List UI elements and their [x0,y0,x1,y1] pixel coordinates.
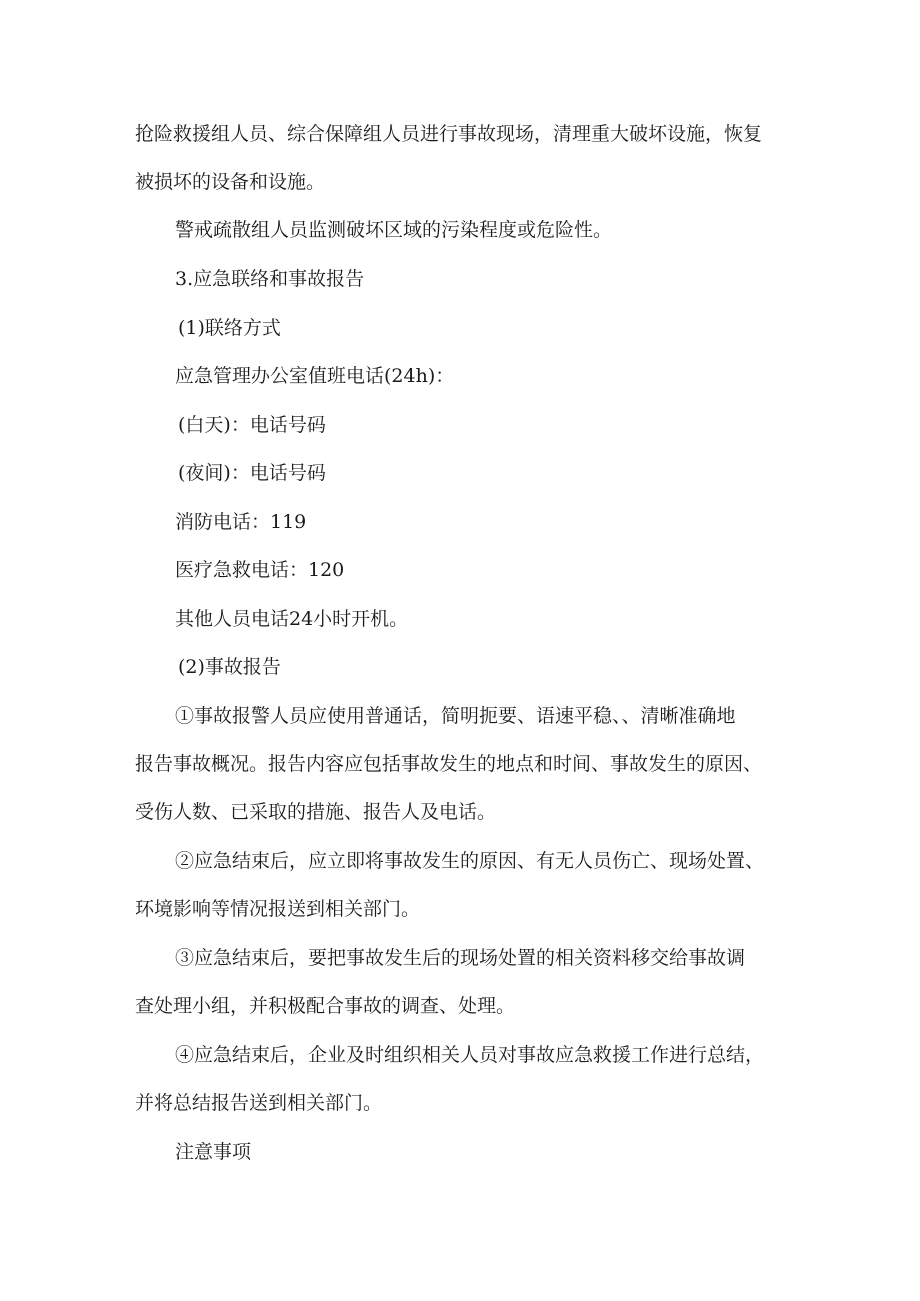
paragraph-line: 抢险救援组人员、综合保障组人员进行事故现场，清理重大破坏设施，恢复 [135,123,763,145]
paragraph-line: 查处理小组，并积极配合事故的调查、处理。 [135,995,516,1017]
paragraph-line: 受伤人数、已采取的措施、报告人及电话。 [135,801,497,823]
paragraph-line: ③应急结束后，要把事故发生后的现场处置的相关资料移交给事故调 [175,947,746,969]
paragraph-line: 环境影响等情况报送到相关部门。 [135,898,421,920]
subsection-heading: (2)事故报告 [178,656,281,678]
section-heading: 3.应急联络和事故报告 [175,268,365,290]
paragraph-line: 报告事故概况。报告内容应包括事故发生的地点和时间、事故发生的原因、 [135,753,763,775]
contact-line: (夜间)：电话号码 [178,462,326,484]
subsection-heading: (1)联络方式 [178,317,281,339]
paragraph-line: 被损坏的设备和设施。 [135,171,326,193]
paragraph-line: 应急管理办公室值班电话(24h)： [175,365,455,387]
section-heading: 注意事项 [175,1141,252,1163]
paragraph-line: 警戒疏散组人员监测破坏区域的污染程度或危险性。 [175,219,613,241]
paragraph-line: 其他人员电话24小时开机。 [175,608,409,630]
paragraph-line: 并将总结报告送到相关部门。 [135,1092,383,1114]
contact-line: 医疗急救电话：120 [175,559,345,581]
contact-line: (白天)：电话号码 [178,414,326,436]
contact-line: 消防电话：119 [175,511,307,533]
paragraph-line: ①事故报警人员应使用普通话，简明扼要、语速平稳、、清晰准确地 [175,705,736,727]
paragraph-line: ④应急结束后，企业及时组织相关人员对事故应急救援工作进行总结， [175,1044,765,1066]
paragraph-line: ②应急结束后，应立即将事故发生的原因、有无人员伤亡、现场处置、 [175,850,765,872]
